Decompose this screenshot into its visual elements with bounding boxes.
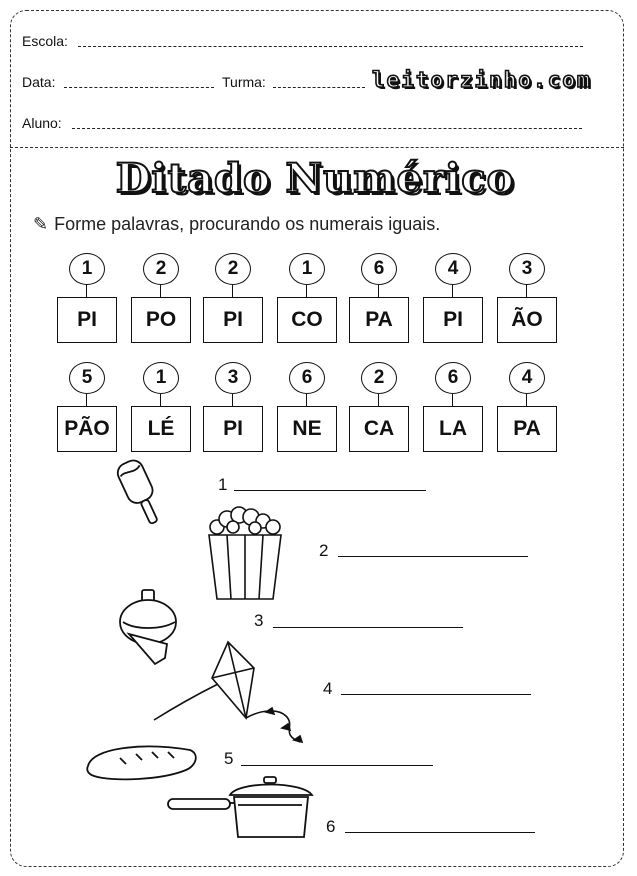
connector [160, 394, 161, 406]
instruction-text: Forme palavras, procurando os numerais iguais. [54, 214, 441, 234]
syllable-box: LA [423, 406, 483, 452]
syllable-box: PI [423, 297, 483, 343]
answer-line-5[interactable] [241, 765, 433, 766]
escola-field[interactable] [78, 46, 583, 47]
number-circle: 5 [69, 362, 105, 394]
number-circle: 2 [143, 253, 179, 285]
number-circle: 1 [69, 253, 105, 285]
kite-icon [150, 638, 320, 753]
answer-line-6[interactable] [345, 832, 535, 833]
answer-number-1: 1 [218, 475, 228, 494]
data-label: Data: [22, 74, 56, 90]
number-circle: 4 [509, 362, 545, 394]
syllable-box: NE [277, 406, 337, 452]
number-circle: 3 [509, 253, 545, 285]
number-circle: 1 [289, 253, 325, 285]
turma-field[interactable] [273, 87, 365, 88]
syllable-box: PA [349, 297, 409, 343]
syllable-box: LÉ [131, 406, 191, 452]
syllable-box: PI [57, 297, 117, 343]
answer-number-2: 2 [319, 541, 329, 560]
connector [306, 394, 307, 406]
number-circle: 6 [435, 362, 471, 394]
data-field[interactable] [64, 87, 214, 88]
number-circle: 6 [289, 362, 325, 394]
answer-line-2[interactable] [338, 556, 528, 557]
pencil-icon: ✎ [33, 214, 49, 234]
connector [452, 285, 453, 297]
connector [306, 285, 307, 297]
number-circle: 3 [215, 362, 251, 394]
answer-number-6: 6 [326, 817, 336, 836]
connector [378, 285, 379, 297]
saucepan-icon [166, 775, 316, 845]
syllable-box: PA [497, 406, 557, 452]
connector [86, 285, 87, 297]
answer-number-4: 4 [323, 679, 333, 698]
connector [378, 394, 379, 406]
syllable-box: CO [277, 297, 337, 343]
answer-line-4[interactable] [341, 694, 531, 695]
connector [452, 394, 453, 406]
answer-number-5: 5 [224, 749, 234, 768]
escola-label: Escola: [22, 33, 68, 49]
connector [526, 394, 527, 406]
connector [232, 285, 233, 297]
header-divider [10, 147, 624, 148]
syllable-box: PI [203, 297, 263, 343]
syllable-box: CA [349, 406, 409, 452]
syllable-box: PI [203, 406, 263, 452]
syllable-box: PO [131, 297, 191, 343]
connector [526, 285, 527, 297]
instruction [33, 214, 440, 235]
site-logo: leitorzinho.com [372, 68, 592, 92]
connector [232, 394, 233, 406]
syllable-box: ÃO [497, 297, 557, 343]
number-circle: 6 [361, 253, 397, 285]
number-circle: 4 [435, 253, 471, 285]
answer-line-1[interactable] [234, 490, 426, 491]
number-circle: 1 [143, 362, 179, 394]
connector [160, 285, 161, 297]
connector [86, 394, 87, 406]
aluno-field[interactable] [72, 128, 582, 129]
turma-label: Turma: [222, 74, 266, 90]
answer-number-3: 3 [254, 611, 264, 630]
aluno-label: Aluno: [22, 115, 62, 131]
worksheet-title: Ditado Numérico [115, 155, 515, 202]
number-circle: 2 [215, 253, 251, 285]
syllable-box: PÃO [57, 406, 117, 452]
answer-line-3[interactable] [273, 627, 463, 628]
popsicle-icon [110, 455, 175, 530]
number-circle: 2 [361, 362, 397, 394]
popcorn-icon [203, 505, 288, 605]
